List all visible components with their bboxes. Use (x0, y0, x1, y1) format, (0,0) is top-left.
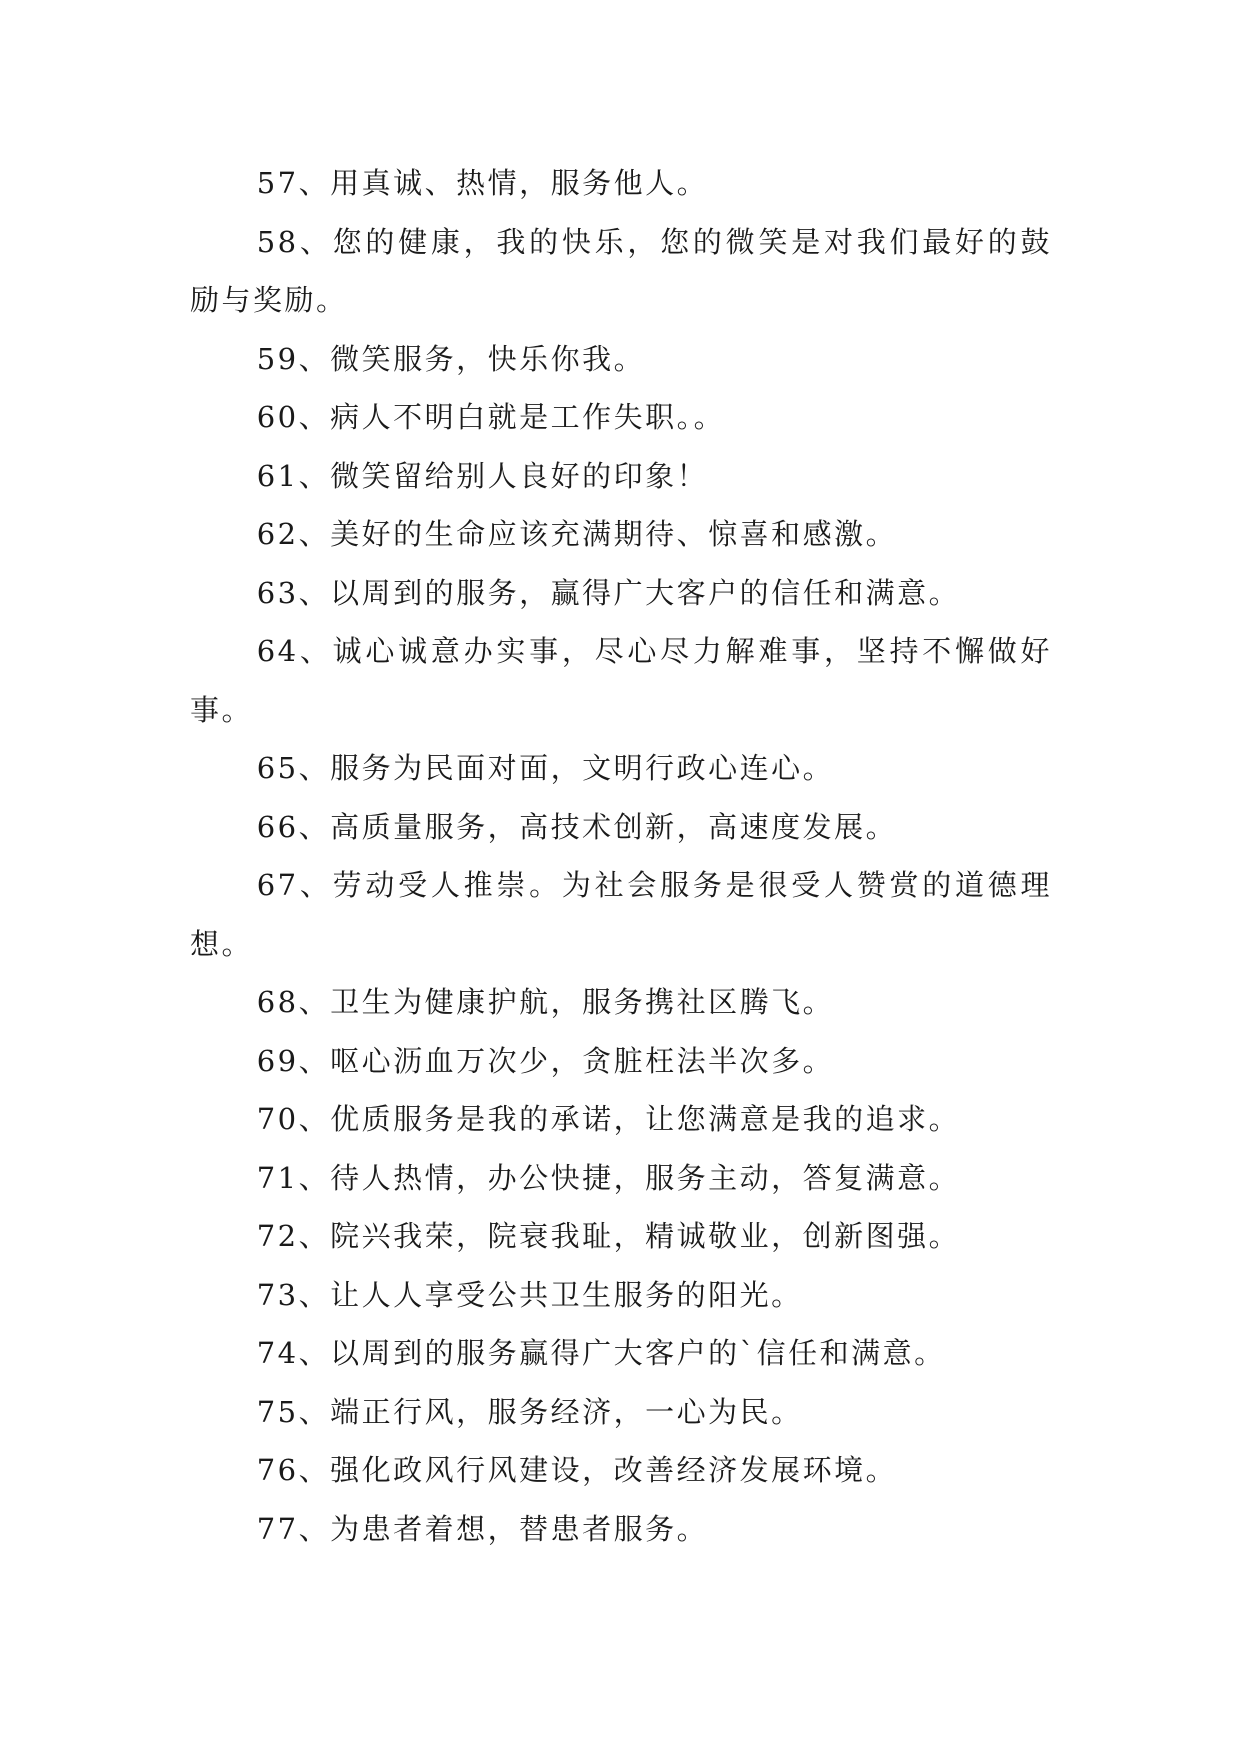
paragraph-61: 61、微笑留给别人良好的印象！ (256, 458, 709, 493)
paragraph-76: 76、强化政风行风建设，改善经济发展环境。 (256, 1453, 898, 1487)
paragraph-75: 75、端正行风，服务经济，一心为民。 (256, 1394, 803, 1429)
paragraph-63: 63、以周到的服务，赢得广大客户的信任和满意。 (256, 575, 961, 610)
paragraph-59: 59、微笑服务，快乐你我。 (256, 341, 646, 376)
paragraph-62: 62、美好的生命应该充满期待、惊喜和感激。 (256, 517, 898, 551)
paragraph-73: 73、让人人享受公共卫生服务的阳光。 (256, 1277, 803, 1312)
paragraph-77: 77、为患者着想，替患者服务。 (256, 1511, 709, 1546)
paragraph-58: 58、您的健康，我的快乐，您的微笑是对我们最好的鼓励与奖励。 (190, 224, 1052, 317)
paragraph-69: 69、呕心沥血万次少，贪脏枉法半次多。 (256, 1043, 835, 1078)
paragraph-60: 60、病人不明白就是工作失职。。 (256, 400, 726, 434)
paragraph-71: 71、待人热情，办公快捷，服务主动，答复满意。 (256, 1160, 961, 1195)
paragraph-64: 64、诚心诚意办实事，尽心尽力解难事，坚持不懈做好事。 (190, 634, 1052, 727)
paragraph-57: 57、用真诚、热情，服务他人。 (256, 166, 709, 200)
paragraph-66: 66、高质量服务，高技术创新，高速度发展。 (256, 809, 898, 844)
paragraph-74: 74、以周到的服务赢得广大客户的`信任和满意。 (256, 1336, 946, 1370)
paragraph-70: 70、优质服务是我的承诺，让您满意是我的追求。 (256, 1102, 961, 1136)
paragraph-65: 65、服务为民面对面，文明行政心连心。 (256, 751, 835, 785)
document-body (190, 154, 1052, 1558)
paragraph-72: 72、院兴我荣，院衰我耻，精诚敬业，创新图强。 (256, 1219, 961, 1253)
paragraph-68: 68、卫生为健康护航，服务携社区腾飞。 (256, 985, 835, 1019)
paragraph-67: 67、劳动受人推崇。为社会服务是很受人赞赏的道德理想。 (190, 868, 1052, 961)
